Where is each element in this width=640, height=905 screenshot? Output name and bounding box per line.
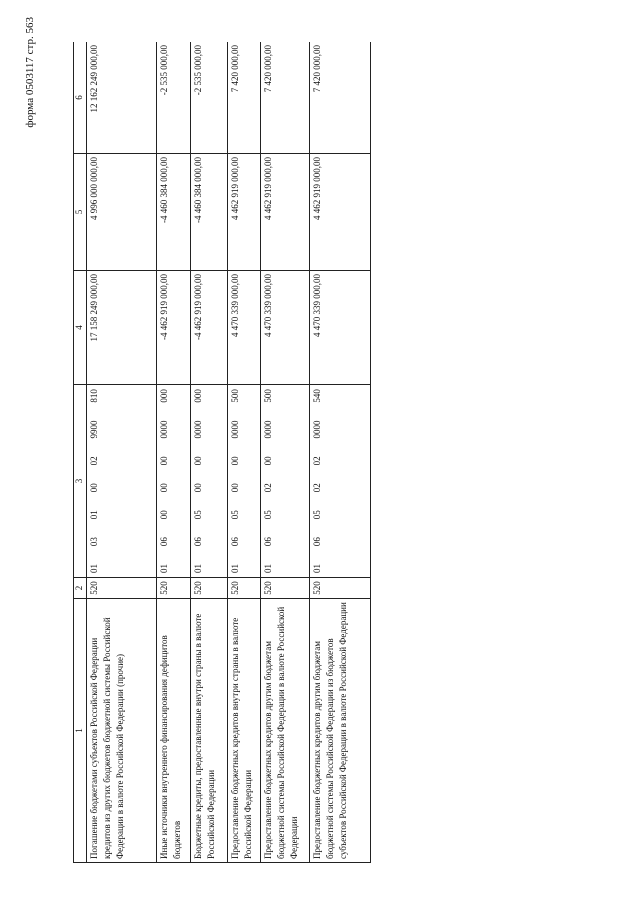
code-part: 00: [159, 456, 169, 466]
row-unexecuted-amount: 7 420 000,00: [310, 42, 371, 154]
table-row: [261, 42, 310, 863]
code-part: 9900: [89, 420, 99, 439]
row-name: Погашение бюджетами субъектов Российской Федерации кредитов из других бюджетов бюджетной системы Российской Федерации в валюте Российской Федерации (прочие): [87, 599, 157, 863]
row-source-code: [310, 385, 371, 578]
code-part: 00: [159, 483, 169, 493]
code-part: 00: [89, 483, 99, 493]
code-part: 01: [230, 564, 240, 573]
code-part: 01: [89, 564, 99, 573]
form-number-label: форма 0503117 стр. 563: [24, 16, 36, 128]
code-part: 01: [159, 564, 169, 573]
code-part: 00: [230, 456, 240, 466]
row-unexecuted-amount: -2 535 000,00: [191, 42, 228, 154]
column-header-5: 5: [74, 154, 87, 271]
row-executed-amount: 4 462 919 000,00: [261, 154, 310, 271]
row-approved-amount: 4 470 339 000,00: [310, 271, 371, 385]
code-part: 0000: [230, 420, 240, 439]
code-part: 0000: [193, 420, 203, 439]
row-line-code: 520: [157, 578, 191, 599]
code-part: 06: [312, 537, 322, 547]
row-line-code: 520: [310, 578, 371, 599]
row-executed-amount: 4 996 000 000,00: [87, 154, 157, 271]
code-part: 00: [230, 483, 240, 493]
row-unexecuted-amount: -2 535 000,00: [157, 42, 191, 154]
row-approved-amount: 4 470 339 000,00: [228, 271, 261, 385]
code-part: 00: [263, 456, 273, 466]
code-part: 02: [89, 456, 99, 466]
code-part: 000: [193, 389, 203, 403]
code-part: 500: [230, 389, 240, 403]
code-part: 000: [159, 389, 169, 403]
row-approved-amount: 4 470 339 000,00: [261, 271, 310, 385]
table-row: [191, 42, 228, 863]
table-row: [310, 42, 371, 863]
row-unexecuted-amount: 12 162 249 000,00: [87, 42, 157, 154]
rotated-table-container: [73, 42, 371, 863]
column-header-4: 4: [74, 271, 87, 385]
row-name: Предоставление бюджетных кредитов другим бюджетам бюджетной системы Российской Федерации из бюджетов субъектов Российской Федерации в валюте Российской Федерации: [310, 599, 371, 863]
form-number-header: [18, 12, 42, 132]
row-approved-amount: -4 462 919 000,00: [191, 271, 228, 385]
row-name: Предоставление бюджетных кредитов другим бюджетам бюджетной системы Российской Федерации в валюте Российской Федерации: [261, 599, 310, 863]
code-part: 05: [263, 510, 273, 520]
row-name: Бюджетные кредиты, предоставленные внутри страны в валюте Российской Федерации: [191, 599, 228, 863]
code-part: 02: [312, 456, 322, 466]
code-part: 03: [89, 537, 99, 547]
code-part: 0000: [312, 420, 322, 439]
row-line-code: 520: [87, 578, 157, 599]
row-source-code: [228, 385, 261, 578]
row-executed-amount: -4 460 384 000,00: [191, 154, 228, 271]
row-approved-amount: -4 462 919 000,00: [157, 271, 191, 385]
financing-sources-table: [73, 42, 371, 863]
table-row: [228, 42, 261, 863]
row-approved-amount: 17 158 249 000,00: [87, 271, 157, 385]
row-executed-amount: 4 462 919 000,00: [228, 154, 261, 271]
row-executed-amount: -4 460 384 000,00: [157, 154, 191, 271]
row-name: Иные источники внутреннего финансирования дефицитов бюджетов: [157, 599, 191, 863]
code-part: 01: [263, 564, 273, 573]
code-part: 02: [312, 483, 322, 493]
code-part: 540: [312, 389, 322, 403]
code-part: 01: [312, 564, 322, 573]
code-part: 0000: [263, 420, 273, 439]
row-source-code: [261, 385, 310, 578]
row-line-code: 520: [261, 578, 310, 599]
code-part: 05: [312, 510, 322, 520]
code-part: 06: [193, 537, 203, 547]
code-part: 05: [193, 510, 203, 520]
code-part: 00: [193, 456, 203, 466]
code-part: 01: [89, 510, 99, 520]
code-part: 06: [230, 537, 240, 547]
column-header-6: 6: [74, 42, 87, 154]
code-part: 02: [263, 483, 273, 493]
code-part: 06: [159, 537, 169, 547]
column-number-row: [74, 42, 87, 863]
column-header-3: 3: [74, 385, 87, 578]
row-unexecuted-amount: 7 420 000,00: [261, 42, 310, 154]
row-source-code: [191, 385, 228, 578]
code-part: 05: [230, 510, 240, 520]
code-part: 0000: [159, 420, 169, 439]
code-part: 810: [89, 389, 99, 403]
code-part: 00: [193, 483, 203, 493]
column-header-2: 2: [74, 578, 87, 599]
code-part: 00: [159, 510, 169, 520]
row-line-code: 520: [191, 578, 228, 599]
table-row: [157, 42, 191, 863]
row-executed-amount: 4 462 919 000,00: [310, 154, 371, 271]
row-source-code: [87, 385, 157, 578]
row-name: Предоставление бюджетных кредитов внутри страны в валюте Российской Федерации: [228, 599, 261, 863]
row-source-code: [157, 385, 191, 578]
code-part: 500: [263, 389, 273, 403]
code-part: 01: [193, 564, 203, 573]
code-part: 06: [263, 537, 273, 547]
report-page: [73, 42, 371, 863]
row-unexecuted-amount: 7 420 000,00: [228, 42, 261, 154]
column-header-1: 1: [74, 599, 87, 863]
row-line-code: 520: [228, 578, 261, 599]
table-row: [87, 42, 157, 863]
